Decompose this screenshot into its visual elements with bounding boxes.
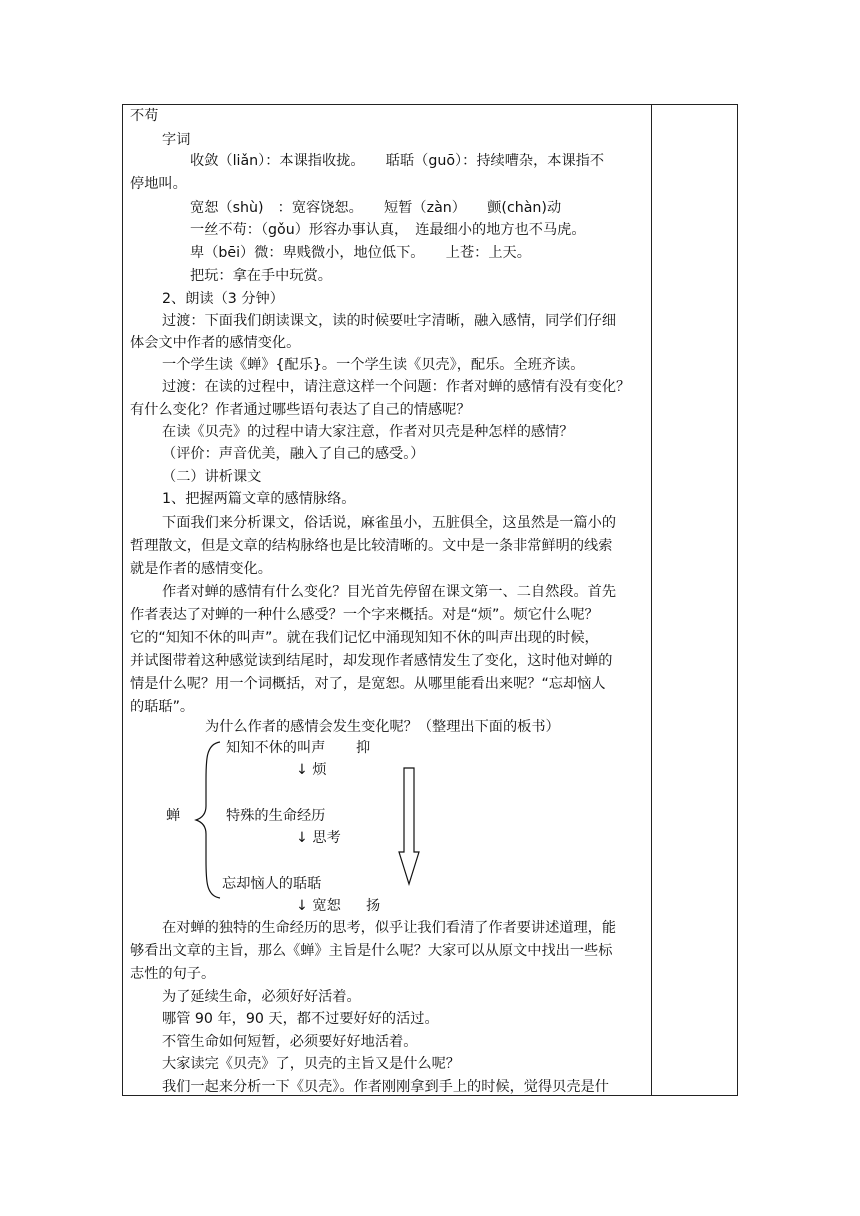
text-line: 一个学生读《蝉》{配乐}。一个学生读《贝壳》，配乐。全班齐读。 bbox=[162, 357, 585, 373]
table-column-divider bbox=[651, 104, 652, 1096]
board-mark-top: 抑 bbox=[356, 740, 371, 756]
text-line: 下面我们来分析课文，俗话说，麻雀虽小，五脏俱全，这虽然是一篇小的 bbox=[162, 515, 617, 531]
text-line: 哪管 90 年，90 天，都不过要好好的活过。 bbox=[162, 1011, 439, 1027]
text-line: 志性的句子。 bbox=[130, 966, 216, 982]
board-down-arrow-label: ↓ 思考 bbox=[296, 830, 341, 846]
section-heading: 字词 bbox=[162, 132, 191, 148]
text-line: 作者表达了对蝉的一种什么感受？一个字来概括。对是“烦”。烦它什么呢？ bbox=[130, 607, 599, 623]
board-item: 忘却恼人的聒聒 bbox=[222, 876, 322, 892]
text-line: （评价：声音优美，融入了自己的感受。） bbox=[162, 446, 425, 462]
text-line: 情是什么呢？用一个词概括，对了，是宽恕。从哪里能看出来呢？“忘却恼人 bbox=[130, 676, 606, 692]
text-line: 过渡：在读的过程中，请注意这样一个问题：作者对蝉的感情有没有变化？ bbox=[162, 379, 631, 395]
text-line: 作者对蝉的感情有什么变化？目光首先停留在课文第一、二自然段。首先 bbox=[162, 584, 617, 600]
board-down-arrow-label: ↓ 烦 bbox=[296, 762, 327, 778]
text-line: 就是作者的感情变化。 bbox=[130, 561, 272, 577]
board-item: 知知不休的叫声 bbox=[226, 740, 326, 756]
text-line: 过渡：下面我们朗读课文，读的时候要吐字清晰，融入感情，同学们仔细 bbox=[162, 313, 617, 329]
text-line: 在读《贝壳》的过程中请大家注意，作者对贝壳是种怎样的感情？ bbox=[162, 424, 574, 440]
section-heading: 1、把握两篇文章的感情脉络。 bbox=[162, 491, 356, 507]
text-line: 把玩：拿在手中玩赏。 bbox=[190, 268, 332, 284]
text-line: 一丝不苟：（gǒu）形容办事认真， 连最细小的地方也不马虎。 bbox=[190, 222, 586, 238]
text-line: 卑（bēi）微：卑贱微小，地位低下。 上苍：上天。 bbox=[190, 245, 531, 261]
board-topic: 蝉 bbox=[166, 808, 181, 824]
text-line: 为了延续生命，必须好好活着。 bbox=[162, 989, 361, 1005]
text-line: 我们一起来分析一下《贝壳》。作者刚刚拿到手上的时候，觉得贝壳是什 bbox=[162, 1079, 609, 1095]
text-line: 体会文中作者的感情变化。 bbox=[130, 335, 301, 351]
section-heading: （二）讲析课文 bbox=[162, 469, 262, 485]
text-line: 的聒聒”。 bbox=[130, 699, 195, 715]
text-line: 够看出文章的主旨，那么《蝉》主旨是什么呢？大家可以从原文中找出一些标 bbox=[130, 943, 613, 959]
board-mark-bottom: 扬 bbox=[366, 898, 381, 914]
text-line: 在对蝉的独特的生命经历的思考，似乎让我们看清了作者要讲述道理，能 bbox=[162, 920, 617, 936]
text-line: 并试图带着这种感觉读到结尾时，却发现作者感情发生了变化，这时他对蝉的 bbox=[130, 653, 613, 669]
board-item: 特殊的生命经历 bbox=[226, 808, 326, 824]
text-line: 不苟 bbox=[130, 108, 159, 124]
text-line: 为什么作者的感情会发生变化呢？（整理出下面的板书） bbox=[205, 719, 560, 735]
text-line: 停地叫。 bbox=[130, 176, 187, 192]
down-arrow-icon bbox=[398, 766, 420, 886]
text-line: 它的“知知不休的叫声”。就在我们记忆中涌现知知不休的叫声出现的时候， bbox=[130, 630, 599, 646]
text-line: 有什么变化？作者通过哪些语句表达了自己的情感呢？ bbox=[130, 402, 471, 418]
board-down-arrow-label: ↓ 宽恕 bbox=[296, 898, 341, 914]
text-line: 大家读完《贝壳》了，贝壳的主旨又是什么呢？ bbox=[162, 1056, 460, 1072]
text-line: 收敛（liǎn）：本课指收拢。 聒聒（guō）：持续嘈杂，本课指不 bbox=[190, 153, 605, 169]
text-line: 哲理散文，但是文章的结构脉络也是比较清晰的。文中是一条非常鲜明的线索 bbox=[130, 538, 613, 554]
section-heading: 2、朗读（3 分钟） bbox=[162, 291, 284, 307]
text-line: 不管生命如何短暂，必须要好好地活着。 bbox=[162, 1034, 418, 1050]
text-line: 宽恕（shù) ：宽容饶恕。 短暂（zàn） 颤(chàn)动 bbox=[190, 200, 562, 216]
